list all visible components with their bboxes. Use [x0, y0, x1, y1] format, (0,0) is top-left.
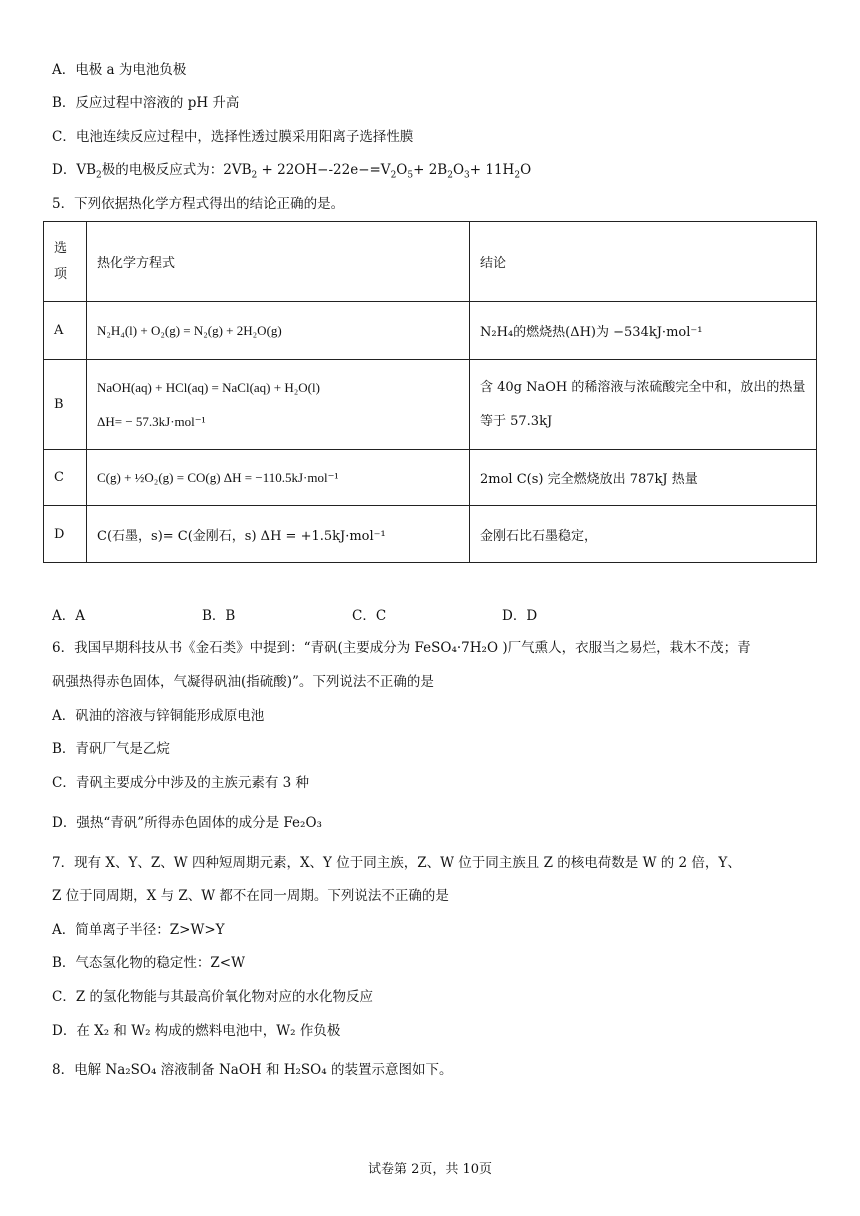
q5-table: [43, 221, 817, 563]
table-row: [44, 506, 817, 563]
table-row: [44, 450, 817, 506]
row-equation: C(g) + ½O₂(g) = CO(g) ΔH = −110.5kJ·mol⁻¹: [87, 450, 470, 506]
table-row: [44, 302, 817, 360]
table-header-row: [44, 222, 817, 302]
row-equation-line2: ΔH= − 57.3kJ·mol⁻¹: [97, 413, 206, 429]
q4-option-a: A．电极 a 为电池负极: [52, 62, 187, 78]
q7-stem-line2: Z 位于同周期，X 与 Z、W 都不在同一周期。下列说法不正确的是: [52, 888, 449, 904]
q4-option-b: B．反应过程中溶液的 pH 升高: [52, 95, 240, 111]
q6-option-a: A．矾油的溶液与锌铜能形成原电池: [52, 708, 265, 724]
header-equation: 热化学方程式: [87, 222, 470, 302]
row-conclusion: N₂H₄的燃烧热(ΔH)为 −534kJ·mol⁻¹: [470, 302, 817, 360]
page-footer: 试卷第 2页，共 10页: [367, 1162, 493, 1177]
q6-option-c: C．青矾主要成分中涉及的主族元素有 3 种: [52, 775, 310, 791]
row-equation: N₂H₄(l) + O₂(g) = N₂(g) + 2H₂O(g): [87, 302, 470, 360]
q7-option-a: A．简单离子半径：Z>W>Y: [52, 922, 225, 938]
row-label: D: [44, 506, 87, 563]
q6-option-b: B．青矾厂气是乙烷: [52, 741, 170, 757]
row-equation: [87, 360, 470, 450]
table-row: [44, 360, 817, 450]
q8-stem: 8．电解 Na₂SO₄ 溶液制备 NaOH 和 H₂SO₄ 的装置示意图如下。: [52, 1062, 453, 1078]
row-equation: C(石墨，s)= C(金刚石，s) ΔH = +1.5kJ·mol⁻¹: [87, 506, 470, 563]
q5-stem: 5．下列依据热化学方程式得出的结论正确的是。: [52, 196, 345, 212]
q4-option-d: D．$VB_2$极的电极反应式为：$2VB_2 + 22OH--22e-=V_2O_5+ 2B_2O_3+ 11H_2O$: [52, 162, 532, 181]
q7-option-d: D．在 X₂ 和 W₂ 构成的燃料电池中，W₂ 作负极: [52, 1023, 341, 1039]
q4-option-c: C．电池连续反应过程中，选择性透过膜采用阳离子选择性膜: [52, 129, 414, 145]
q5-answer-b: B．B: [202, 608, 236, 624]
row-conclusion: 含 40g NaOH 的稀溶液与浓硫酸完全中和，放出的热量等于 57.3kJ: [470, 360, 817, 450]
q6-option-d: D．强热“青矾”所得赤色固体的成分是 Fe₂O₃: [52, 815, 322, 831]
row-label: B: [44, 360, 87, 450]
q6-stem-line1: 6．我国早期科技从书《金石类》中提到：“青矾(主要成分为 FeSO₄·7H₂O )厂气熏人，衣服当之易烂，栽木不茂；青: [52, 640, 751, 656]
q5-answer-d: D．D: [502, 608, 538, 624]
row-conclusion: 2mol C(s) 完全燃烧放出 787kJ 热量: [470, 450, 817, 506]
q5-answer-c: C．C: [352, 608, 387, 624]
row-conclusion: 金刚石比石墨稳定，: [470, 506, 817, 563]
row-label: A: [44, 302, 87, 360]
row-label: C: [44, 450, 87, 506]
q5-answer-a: A．A: [52, 608, 85, 624]
q7-option-c: C．Z 的氢化物能与其最高价氧化物对应的水化物反应: [52, 989, 374, 1005]
header-conclusion: 结论: [470, 222, 817, 302]
q7-option-b: B．气态氢化物的稳定性：Z<W: [52, 955, 245, 971]
header-option: 选 项: [44, 222, 87, 302]
row-equation-line1: NaOH(aq) + HCl(aq) = NaCl(aq) + H₂O(l): [97, 379, 320, 395]
q7-stem-line1: 7．现有 X、Y、Z、W 四种短周期元素，X、Y 位于同主族，Z、W 位于同主族且 Z 的核电荷数是 W 的 2 倍，Y、: [52, 855, 741, 871]
q6-stem-line2: 矾强热得赤色固体，气凝得矾油(指硫酸)”。下列说法不正确的是: [52, 674, 434, 690]
